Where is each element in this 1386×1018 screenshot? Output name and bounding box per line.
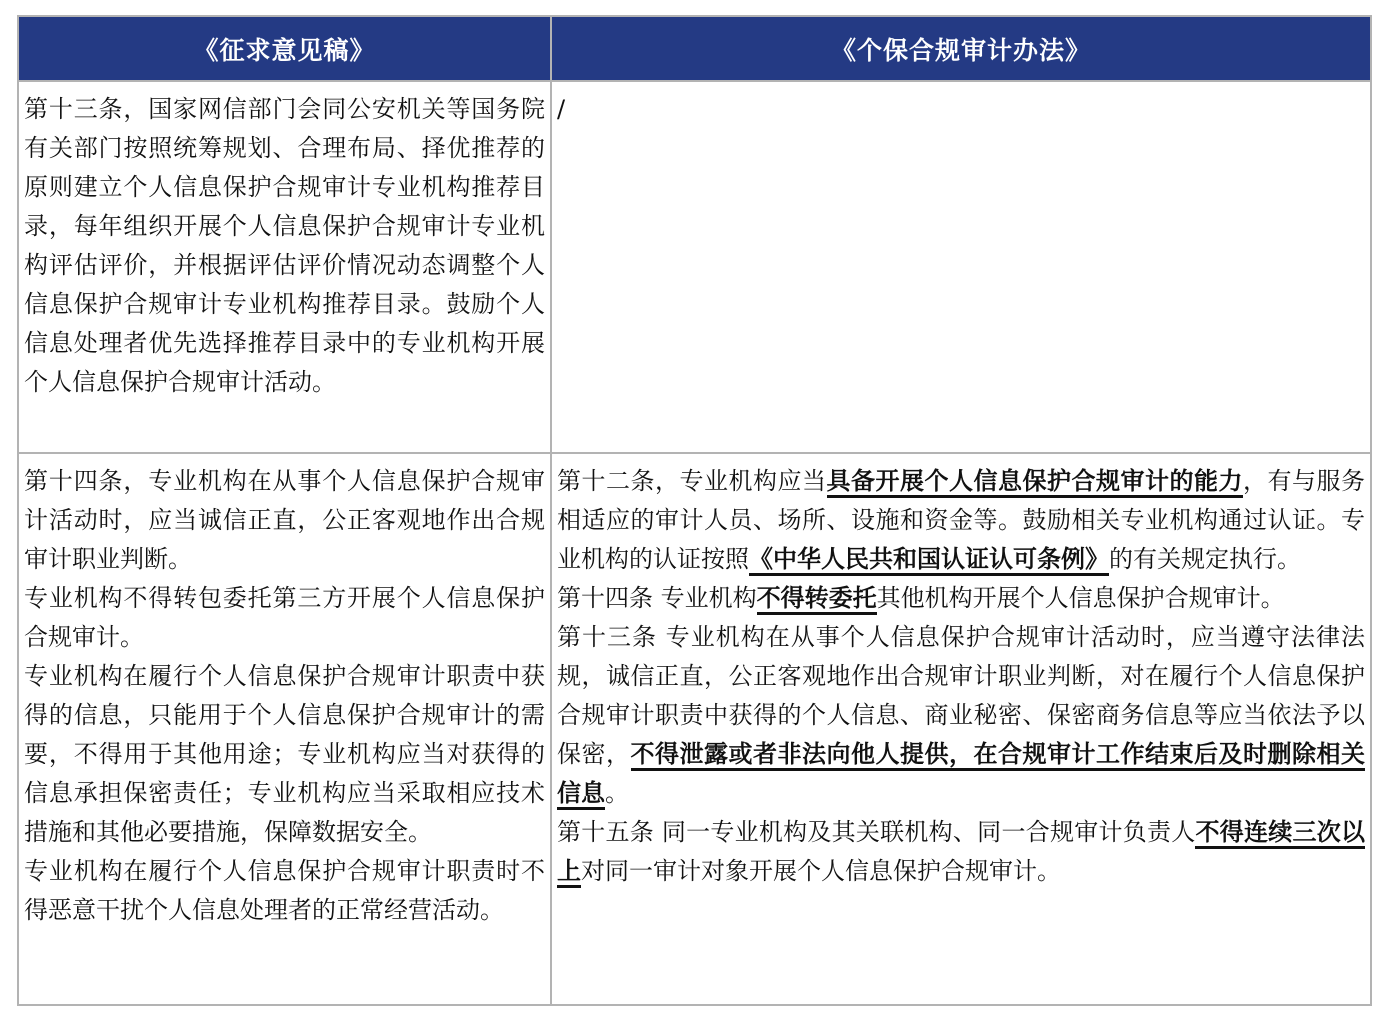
header-measures: 《个保合规审计办法》 xyxy=(551,16,1371,81)
table-row xyxy=(18,453,1371,1005)
draft-article-14-cell xyxy=(18,453,551,1005)
measures-article-15 xyxy=(557,813,1365,891)
measures-none-cell xyxy=(551,81,1371,453)
draft-article-14-para-1: 第十四条，专业机构在从事个人信息保护合规审计活动时，应当诚信正直，公正客观地作出合规审计职业判断。 xyxy=(24,467,545,573)
article-13-text-c: 。 xyxy=(605,779,629,807)
article-15-text-c: 对同一审计对象开展个人信息保护合规审计。 xyxy=(581,857,1061,885)
measures-article-12 xyxy=(557,462,1365,579)
article-13-emphasis: 不得泄露或者非法向他人提供，在合规审计工作结束后及时删除相关信息 xyxy=(557,740,1365,810)
article-13-text-a: 第十三条 专业机构在从事个人信息保护合规审计活动时，应当遵守法律法规，诚信正直，公正客观地作出合规审计职业判断，对在履行个人信息保护合规审计职责中获得的个人信息、商业秘密、保密商务信息等应当依法予以保密， xyxy=(557,623,1365,768)
table-row xyxy=(18,81,1371,453)
draft-article-14-para-2: 专业机构不得转包委托第三方开展个人信息保护合规审计。 xyxy=(24,584,545,651)
article-12-emphasis-regulation: 《中华人民共和国认证认可条例》 xyxy=(749,545,1109,576)
measures-article-13 xyxy=(557,618,1365,813)
header-row xyxy=(18,16,1371,81)
measures-article-14 xyxy=(557,579,1365,618)
article-14-text-c: 其他机构开展个人信息保护合规审计。 xyxy=(876,584,1285,612)
no-corresponding-article: / xyxy=(557,95,566,123)
comparison-table xyxy=(17,15,1372,1006)
article-12-text-c: ，有与服务相适应的审计人员、场所、设施和资金等。鼓励相关专业机构通过认证。专业机构的认证按照 xyxy=(557,467,1365,573)
draft-article-14-para-3: 专业机构在履行个人信息保护合规审计职责中获得的信息，只能用于个人信息保护合规审计的需要，不得用于其他用途；专业机构应当对获得的信息承担保密责任；专业机构应当采取相应技术措施和其他必要措施，保障数据安全。 xyxy=(24,662,545,846)
measures-articles-cell xyxy=(551,453,1371,1005)
draft-article-14-para-4: 专业机构在履行个人信息保护合规审计职责时不得恶意干扰个人信息处理者的正常经营活动。 xyxy=(24,857,545,924)
draft-article-13: 第十三条，国家网信部门会同公安机关等国务院有关部门按照统筹规划、合理布局、择优推荐的原则建立个人信息保护合规审计专业机构推荐目录，每年组织开展个人信息保护合规审计专业机构评估评价，并根据评估评价情况动态调整个人信息保护合规审计专业机构推荐目录。鼓励个人信息处理者优先选择推荐目录中的专业机构开展个人信息保护合规审计活动。 xyxy=(24,95,545,396)
article-14-text-a: 第十四条 专业机构 xyxy=(557,584,757,612)
article-15-text-a: 第十五条 同一专业机构及其关联机构、同一合规审计负责人 xyxy=(557,818,1196,846)
article-12-emphasis-capability: 具备开展个人信息保护合规审计的能力 xyxy=(827,467,1244,498)
article-15-emphasis: 不得连续三次以上 xyxy=(557,818,1365,888)
header-draft: 《征求意见稿》 xyxy=(18,16,551,81)
article-12-text-a: 第十二条，专业机构应当 xyxy=(557,467,827,495)
article-12-text-e: 的有关规定执行。 xyxy=(1109,545,1301,573)
draft-article-13-cell xyxy=(18,81,551,453)
article-14-emphasis: 不得转委托 xyxy=(757,584,877,615)
